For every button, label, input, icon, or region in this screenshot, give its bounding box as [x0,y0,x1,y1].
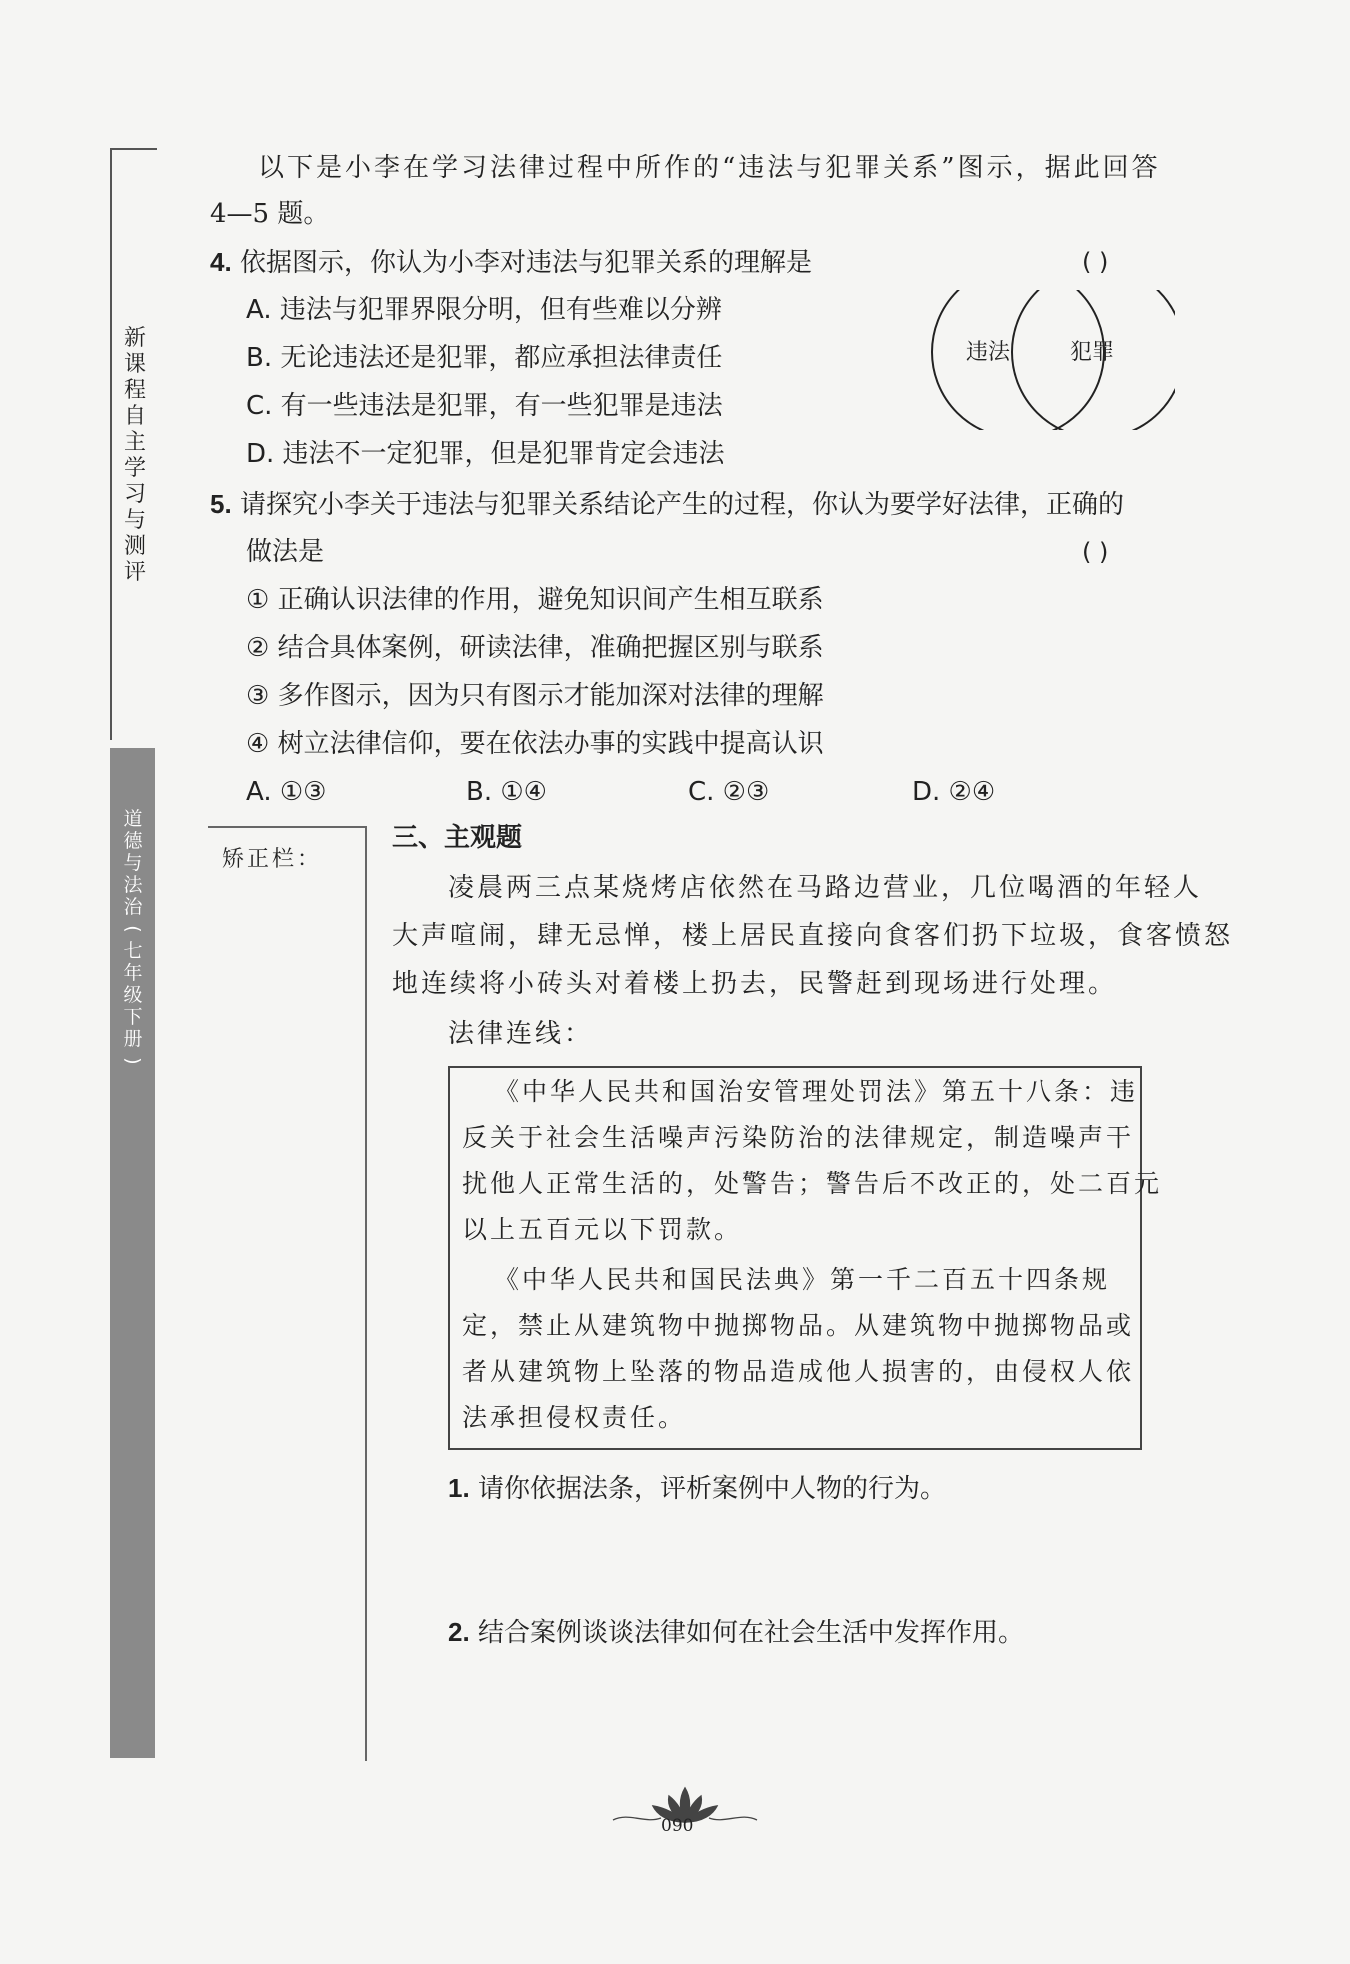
q4-answer-paren[interactable]: ( ) [1082,248,1109,276]
q4-option-a[interactable]: A. 违法与犯罪界限分明，但有些难以分辨 [246,295,722,325]
section3-title: 三、主观题 [392,823,523,853]
q5-choice-b[interactable]: B. ①④ [466,777,547,807]
sidebar-series-title: 新课程自主学习与测评 [123,326,146,585]
q5-number: 5. [210,489,232,519]
q4-stem-text: 依据图示，你认为小李对违法与犯罪关系的理解是 [239,248,812,278]
venn-diagram [915,290,1175,430]
q5-stem-2: 做法是 [246,537,325,567]
intro-line-1: 以下是小李在学习法律过程中所作的“违法与犯罪关系”图示，据此回答 [258,153,1161,183]
q4-number: 4. [210,247,232,277]
q4-option-c[interactable]: C. 有一些违法是犯罪，有一些犯罪是违法 [246,391,723,421]
q5-statement-1: ① 正确认识法律的作用，避免知识间产生相互联系 [246,585,824,615]
correction-divider-top [208,826,365,828]
venn-label-violation: 违法 [966,340,1011,365]
subquestion-2-number: 2. [448,1617,470,1647]
page-number: 090 [661,1816,694,1836]
subquestion-2 [448,1612,1024,1653]
correction-label: 矫正栏： [222,847,323,872]
sidebar-subject-title: 道德与法治 [123,808,143,918]
law-line-7: 者从建筑物上坠落的物品造成他人损害的，由侵权人依 [462,1357,1135,1386]
law-line-8: 法承担侵权责任。 [462,1403,687,1432]
intro-line-2: 4—5 题。 [210,199,330,229]
correction-divider-vertical [365,826,367,1761]
q5-statement-4: ④ 树立法律信仰，要在依法办事的实践中提高认识 [246,729,824,759]
q5-stem-1 [210,484,1124,525]
sidebar-subject-wrapper [120,808,146,1072]
case-line-2: 大声喧闹，肆无忌惮，楼上居民直接向食客们扔下垃圾，食客愤怒 [392,921,1234,951]
q5-choice-d[interactable]: D. ②④ [912,777,996,807]
law-link-label: 法律连线： [448,1019,594,1049]
sidebar-grade-text: 七年级下册 [123,940,143,1050]
subquestion-1-text: 请你依据法条，评析案例中人物的行为。 [477,1474,946,1504]
sidebar-bracket-open: ( [122,925,144,933]
sidebar-bracket-close: ) [122,1057,144,1065]
q5-answer-paren[interactable]: ( ) [1082,538,1109,566]
q5-choice-a[interactable]: A. ①③ [246,777,327,807]
q5-choice-c[interactable]: C. ②③ [688,777,770,807]
law-line-5: 《中华人民共和国民法典》第一千二百五十四条规 [494,1265,1111,1294]
q4-stem [210,242,812,283]
law-line-2: 反关于社会生活噪声污染防治的法律规定，制造噪声干 [462,1123,1135,1152]
q4-option-b[interactable]: B. 无论违法还是犯罪，都应承担法律责任 [246,343,723,373]
q5-statement-2: ② 结合具体案例，研读法律，准确把握区别与联系 [246,633,824,663]
law-line-6: 定，禁止从建筑物中抛掷物品。从建筑物中抛掷物品或 [462,1311,1135,1340]
q4-option-d[interactable]: D. 违法不一定犯罪，但是犯罪肯定会违法 [246,439,725,469]
q5-stem-text-1: 请探究小李关于违法与犯罪关系结论产生的过程，你认为要学好法律，正确的 [239,490,1124,520]
sidebar-subject-panel [110,748,155,1758]
subquestion-1-answer-area[interactable] [448,1516,1138,1612]
case-line-3: 地连续将小砖头对着楼上扔去，民警赶到现场进行处理。 [392,969,1118,999]
subquestion-2-answer-area[interactable] [448,1660,1138,1756]
q5-statement-3: ③ 多作图示，因为只有图示才能加深对法律的理解 [246,681,824,711]
subquestion-1 [448,1468,946,1509]
subquestion-2-text: 结合案例谈谈法律如何在社会生活中发挥作用。 [477,1618,1024,1648]
sidebar-series-panel [110,148,157,740]
law-line-3: 扰他人正常生活的，处警告；警告后不改正的，处二百元 [462,1169,1163,1198]
venn-label-crime: 犯罪 [1070,340,1115,365]
law-line-1: 《中华人民共和国治安管理处罚法》第五十八条：违 [494,1077,1139,1106]
subquestion-1-number: 1. [448,1473,470,1503]
law-line-4: 以上五百元以下罚款。 [462,1215,743,1244]
case-line-1: 凌晨两三点某烧烤店依然在马路边营业，几位喝酒的年轻人 [448,873,1203,903]
